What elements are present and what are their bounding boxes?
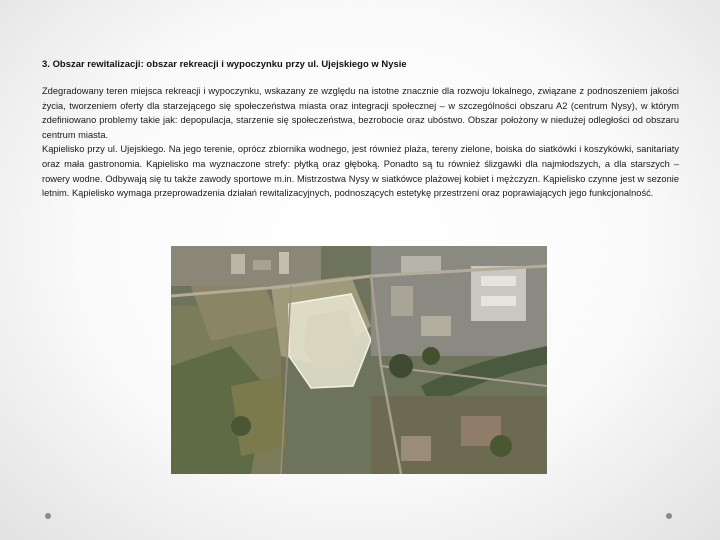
slide-title: 3. Obszar rewitalizacji: obszar rekreacji i wypoczynku przy ul. Ujejskiego w Nysie <box>42 58 407 69</box>
aerial-photo-icon <box>171 246 547 474</box>
aerial-map-image <box>171 246 547 474</box>
body-text <box>42 84 679 201</box>
paragraph-description: Zdegradowany teren miejsca rekreacji i wypoczynku, wskazany ze względu na istotne znacznie dla rozwoju lokalnego, związane z podnoszeniem jakości życia, tworzeniem oferty dla starzejącego się społeczeństwa miasta oraz integracji społecznej – w szczególności obszaru A2 (centrum Nysy), w którym zdefiniowano problemy takie jak: depopulacja, starzenie się społeczeństwa, bezrobocie oraz ubóstwo. Obszar położony w niedużej odległości od obszaru centrum miasta. <box>42 86 679 140</box>
bullet-left <box>45 513 51 519</box>
paragraph-kapielisko: Kąpielisko przy ul. Ujejskiego. Na jego terenie, oprócz zbiornika wodnego, jest również plaża, tereny zielone, boiska do siatkówki i koszykówki, sanitariaty oraz mała gastronomia. Kąpielisko ma wyznaczone strefy: płytką oraz głęboką. Ponadto są tu również ślizgawki dla najmłodszych, a dla starszych – rowery wodne. Odbywają się tu także zawody sportowe m.in. Mistrzostwa Nysy w siatkówce plażowej kobiet i mężczyzn. Kąpielisko czynne jest w sezonie letnim. Kąpielisko wymaga przeprowadzenia działań rewitalizacyjnych, podnoszących estetykę przestrzeni oraz poprawiających jego funkcjonalność. <box>42 144 679 199</box>
bullet-right <box>666 513 672 519</box>
